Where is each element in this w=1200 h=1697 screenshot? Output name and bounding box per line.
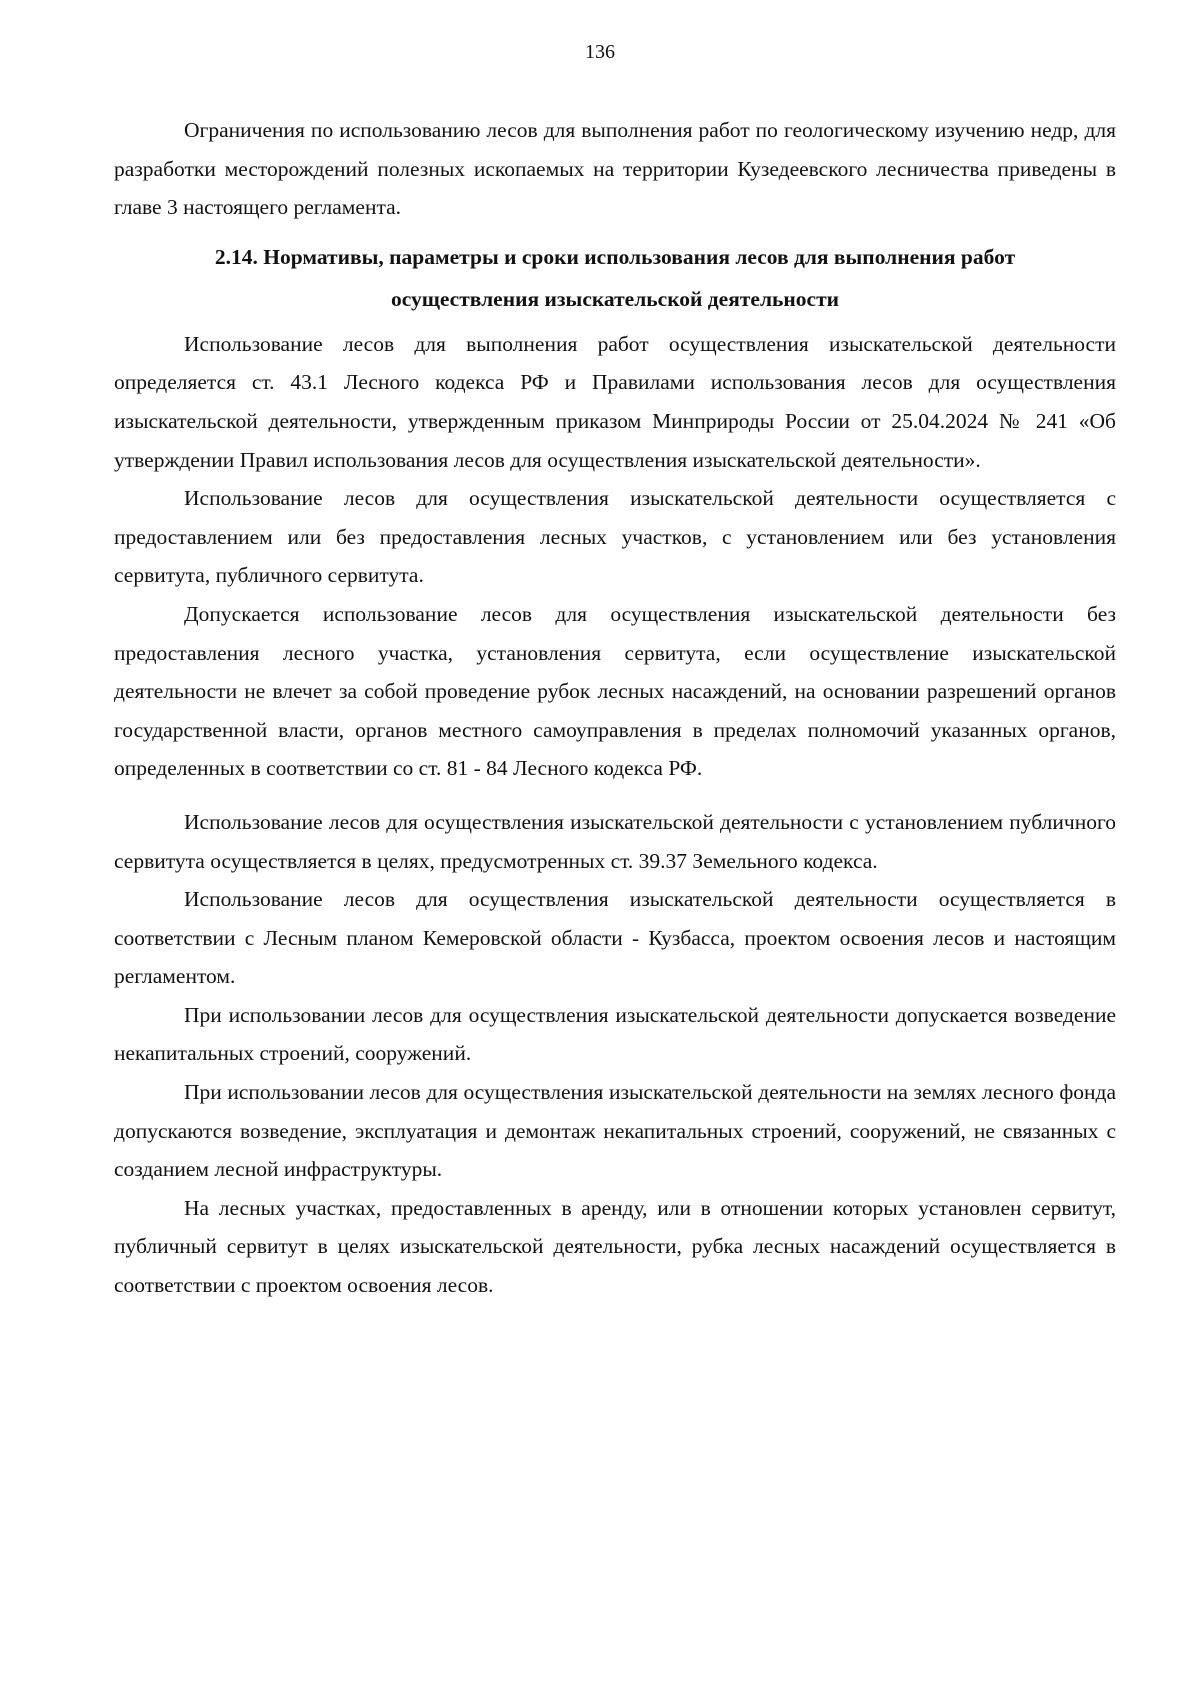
body-paragraph-7: При использовании лесов для осуществления изыскательской деятельности на землях лесного фонда допускаются возведение, эксплуатация и демонтаж некапитальных строений, сооружений, не связанных с созданием лесной инфраструктуры.: [114, 1080, 1116, 1182]
section-heading-line-1: 2.14. Нормативы, параметры и сроки использования лесов для выполнения работ: [214, 244, 1016, 269]
page-number: 136: [585, 41, 615, 63]
intro-paragraph: Ограничения по использованию лесов для выполнения работ по геологическому изучению недр, для разработки месторождений полезных ископаемых на территории Кузедеевского лесничества приведены в главе 3 настоящего регламента.: [114, 118, 1116, 220]
section-heading: [114, 236, 1116, 320]
body-paragraph-6: При использовании лесов для осуществления изыскательской деятельности допускается возведение некапитальных строений, сооружений.: [114, 1002, 1116, 1066]
body-paragraph-4: Использование лесов для осуществления изыскательской деятельности с установлением публичного сервитута осуществляется в целях, предусмотренных ст. 39.37 Земельного кодекса.: [114, 809, 1116, 873]
body-paragraph-1: Использование лесов для выполнения работ осуществления изыскательской деятельности определяется ст. 43.1 Лесного кодекса РФ и Правилами использования лесов для осуществления изыскательской деятельности, утвержденным приказом Минприроды России от 25.04.2024 № 241 «Об утверждении Правил использования лесов для осуществления изыскательской деятельности».: [114, 331, 1116, 472]
page-content: [114, 111, 1116, 1305]
body-paragraph-5: Использование лесов для осуществления изыскательской деятельности осуществляется в соответствии с Лесным планом Кемеровской области - Кузбасса, проектом освоения лесов и настоящим регламентом.: [114, 887, 1116, 989]
section-heading-line-2: осуществления изыскательской деятельности: [390, 286, 840, 311]
body-paragraph-8: На лесных участках, предоставленных в аренду, или в отношении которых установлен сервитут, публичный сервитут в целях изыскательской деятельности, рубка лесных насаждений осуществляется в соответствии с проектом освоения лесов.: [114, 1195, 1116, 1298]
body-paragraph-2: Использование лесов для осуществления изыскательской деятельности осуществляется с предоставлением или без предоставления лесных участков, с установлением или без установления сервитута, публичного сервитута.: [114, 486, 1116, 588]
body-paragraph-3: Допускается использование лесов для осуществления изыскательской деятельности без предоставления лесного участка, установления сервитута, если осуществление изыскательской деятельности не влечет за собой проведение рубок лесных насаждений, на основании разрешений органов государственной власти, органов местного самоуправления в пределах полномочий указанных органов, определенных в соответствии со ст. 81 - 84 Лесного кодекса РФ.: [114, 601, 1116, 781]
